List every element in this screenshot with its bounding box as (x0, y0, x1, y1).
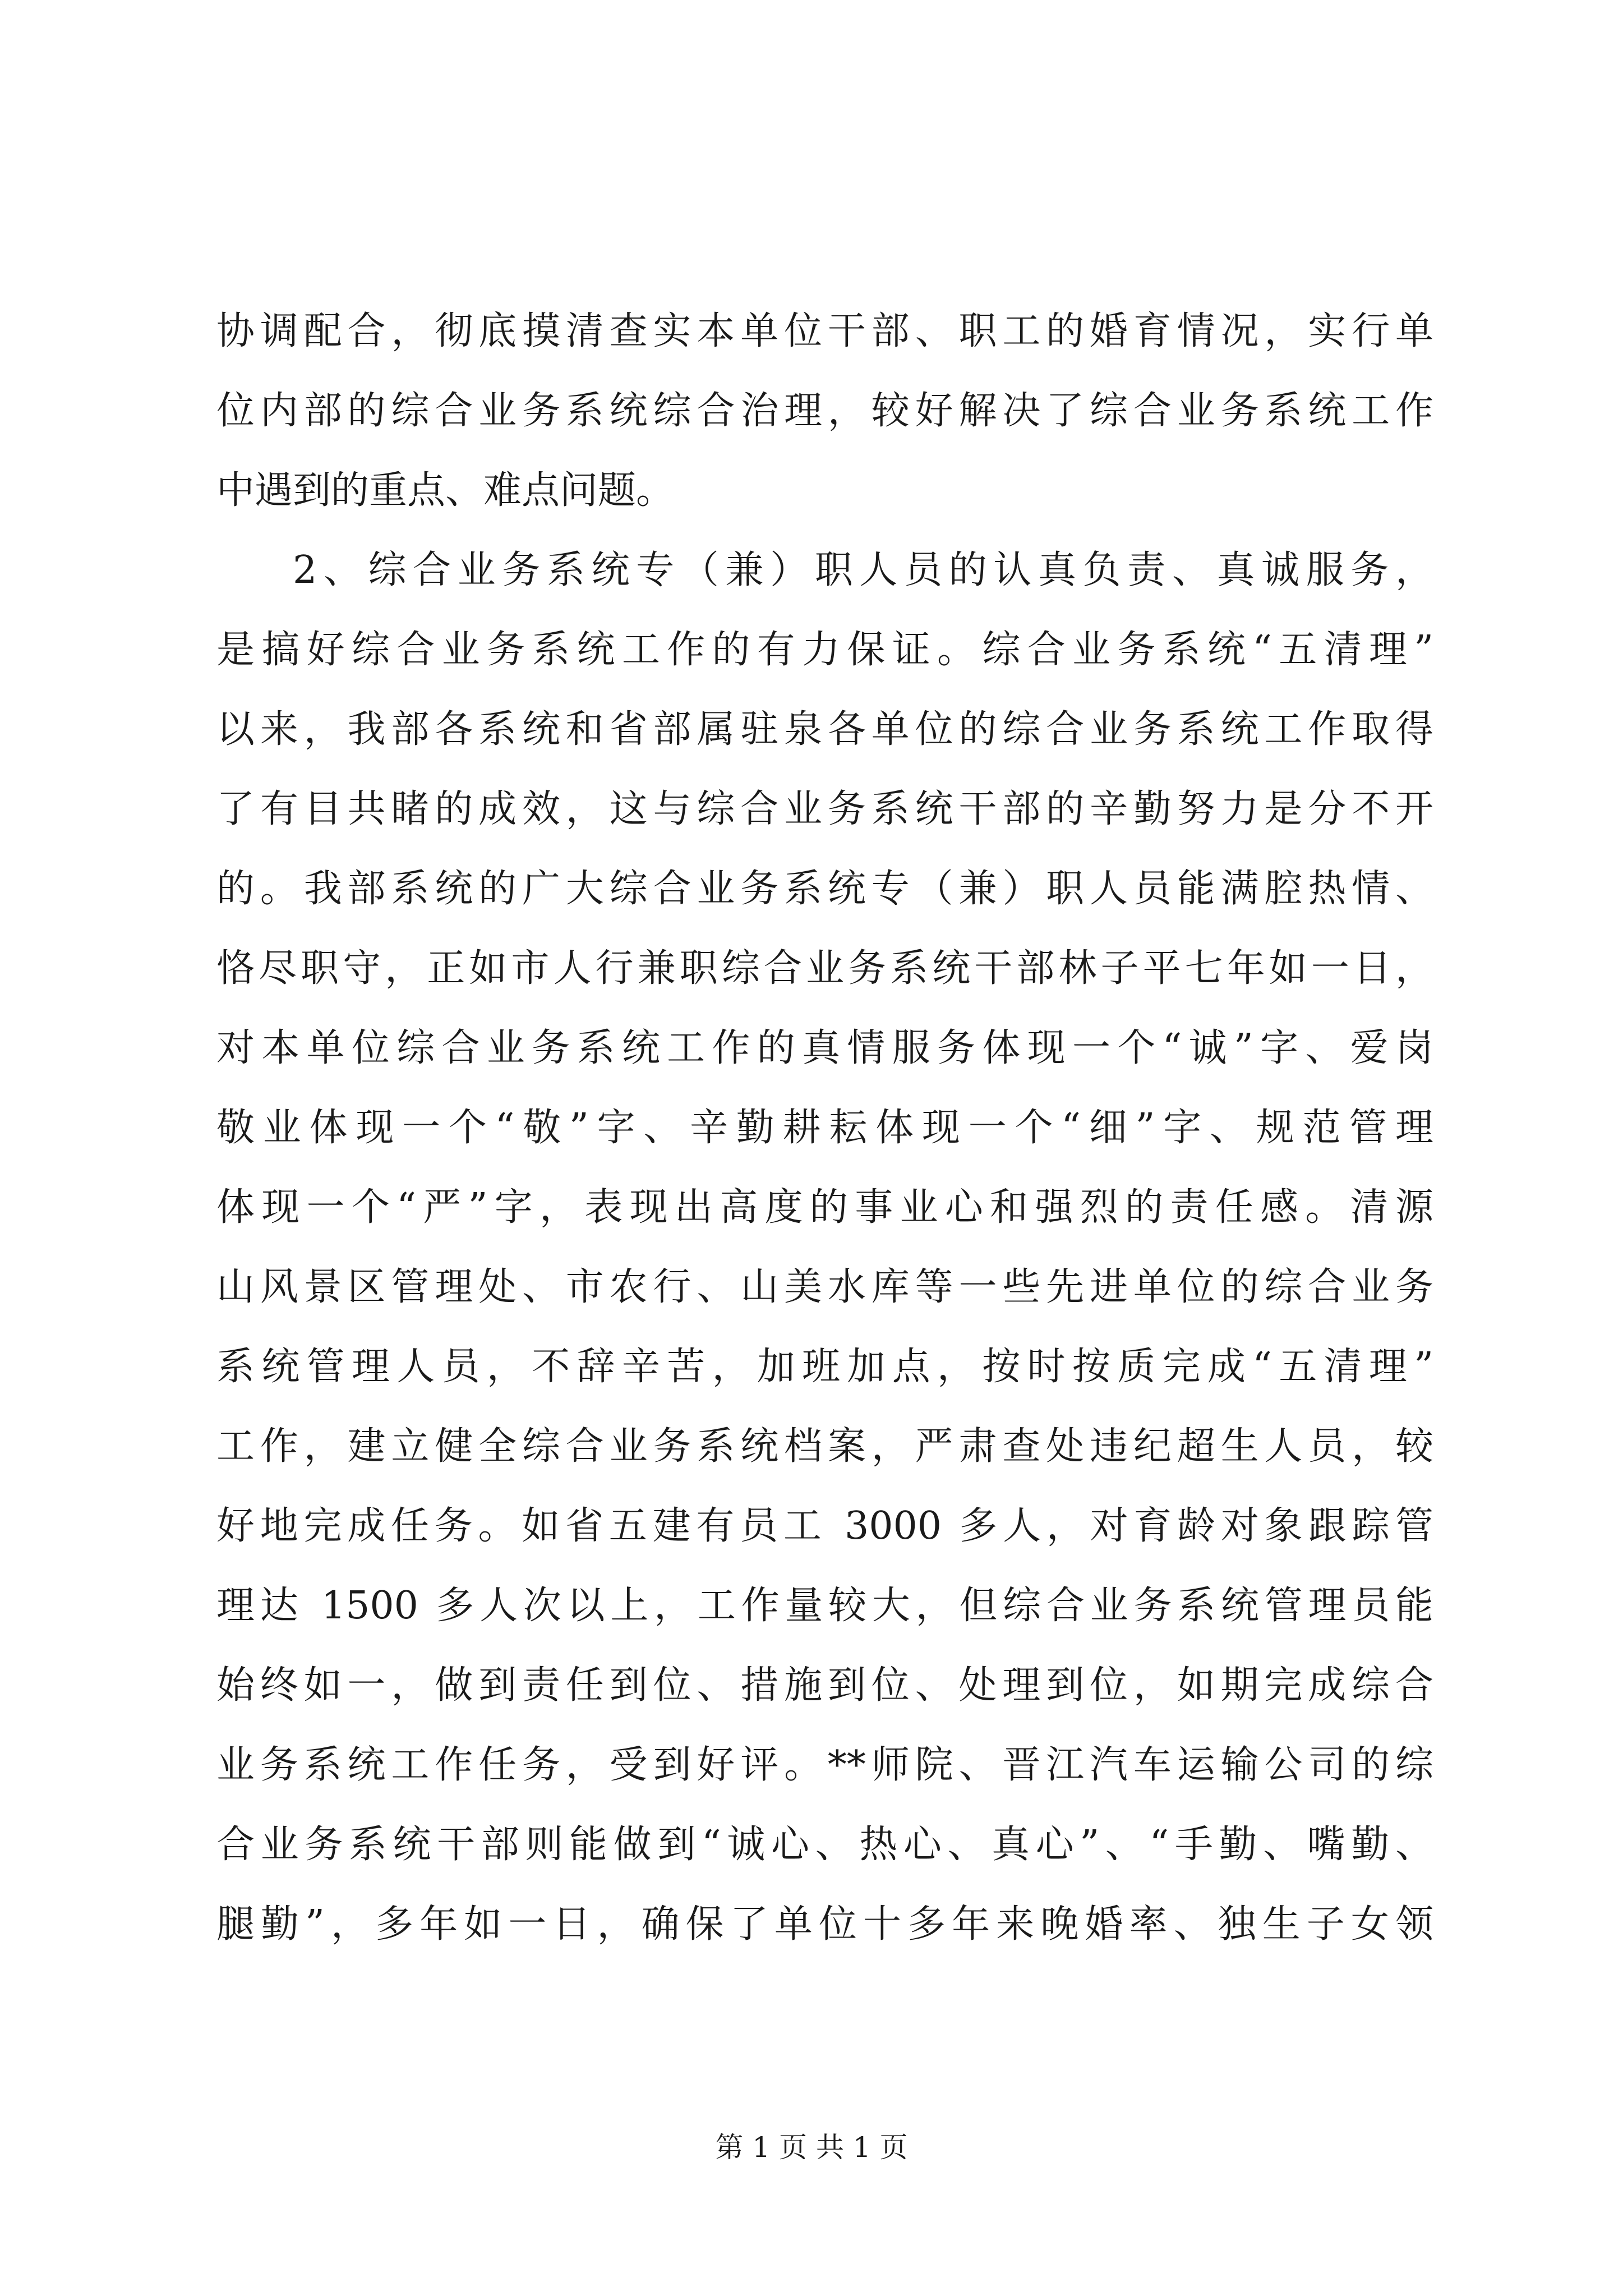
text-line: 是搞好综合业务系统工作的有力保证。综合业务系统“五清理” (216, 628, 1433, 672)
text-line: 了有目共睹的成效，这与综合业务系统干部的辛勤努力是分不开 (216, 787, 1433, 831)
text-line: 腿勤”，多年如一日，确保了单位十多年来晚婚率、独生子女领 (216, 1902, 1433, 1947)
text-line: 好地完成任务。如省五建有员工 3000 多人，对育龄对象跟踪管 (216, 1504, 1433, 1548)
document-body (216, 292, 1433, 1964)
text-line: 业务系统工作任务，受到好评。**师院、晋江汽车运输公司的综 (216, 1743, 1433, 1787)
text-line: 理达 1500 多人次以上，工作量较大，但综合业务系统管理员能 (216, 1584, 1433, 1628)
text-line: 系统管理人员，不辞辛苦，加班加点，按时按质完成“五清理” (216, 1345, 1433, 1389)
text-line: 对本单位综合业务系统工作的真情服务体现一个“诚”字、爱岗 (216, 1026, 1433, 1070)
text-line: 山风景区管理处、市农行、山美水库等一些先进单位的综合业务 (216, 1265, 1433, 1309)
text-line: 工作，建立健全综合业务系统档案，严肃查处违纪超生人员，较 (216, 1424, 1433, 1469)
text-line: 的。我部系统的广大综合业务系统专（兼）职人员能满腔热情、 (216, 867, 1433, 911)
text-line: 位内部的综合业务系统综合治理，较好解决了综合业务系统工作 (216, 389, 1433, 433)
text-line: 合业务系统干部则能做到“诚心、热心、真心”、“手勤、嘴勤、 (216, 1823, 1433, 1867)
text-line: 中遇到的重点、难点问题。 (216, 468, 675, 513)
text-line: 体现一个“严”字，表现出高度的事业心和强烈的责任感。清源 (216, 1185, 1433, 1230)
text-line: 以来，我部各系统和省部属驻泉各单位的综合业务系统工作取得 (216, 707, 1433, 752)
text-line: 恪尽职守，正如市人行兼职综合业务系统干部林子平七年如一日， (216, 946, 1433, 991)
paragraph-first-line: 2、综合业务系统专（兼）职人员的认真负责、真诚服务， (293, 548, 1433, 592)
text-line: 敬业体现一个“敬”字、辛勤耕耘体现一个“细”字、规范管理 (216, 1106, 1433, 1150)
text-line: 协调配合，彻底摸清查实本单位干部、职工的婚育情况，实行单 (216, 309, 1433, 353)
page-number-footer: 第 1 页 共 1 页 (715, 2131, 908, 2164)
text-line: 始终如一，做到责任到位、措施到位、处理到位，如期完成综合 (216, 1663, 1433, 1708)
